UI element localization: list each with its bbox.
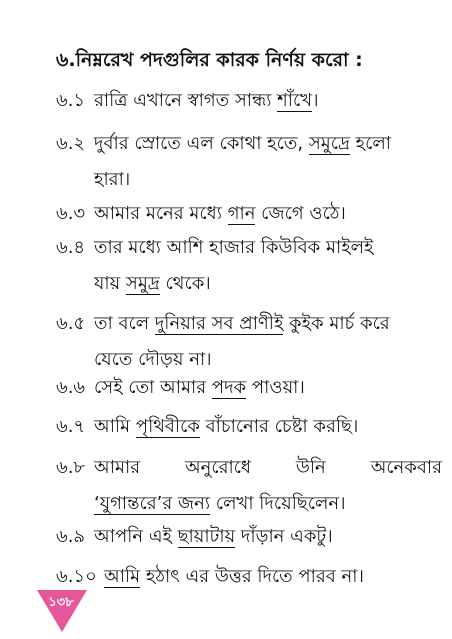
exercise-item — [56, 559, 442, 595]
item-text: রাত্রি এখানে স্বাগত সান্ধ্য — [94, 90, 278, 111]
item-number: ৬.৭ — [56, 416, 86, 437]
item-number: ৬.৫ — [56, 313, 86, 334]
item-text: সেই তো আমার — [94, 377, 212, 398]
item-text: আপনি এই — [94, 526, 178, 547]
item-number: ৬.১০ — [56, 566, 97, 587]
item-text: হলো — [349, 133, 391, 154]
underlined-word: সমুদ্র — [125, 273, 160, 294]
item-text: থেকে। — [159, 273, 211, 294]
item-text: কুইক মার্চ করে — [283, 313, 390, 334]
item-text: দাঁড়ান একটু। — [235, 526, 333, 547]
exercise-item — [56, 519, 442, 555]
underlined-word: ছায়াটায় — [177, 526, 236, 547]
exercise-item — [56, 306, 442, 378]
underlined-word: পদক — [211, 377, 247, 398]
item-text: হঠাৎ এর উত্তর দিতে পারব না। — [140, 566, 364, 587]
item-number: ৬.৪ — [56, 237, 86, 258]
item-word: উনি — [295, 457, 326, 478]
underlined-word: সমুদ্রে — [308, 133, 350, 154]
page-number: ১৩৮ — [48, 595, 74, 610]
underlined-word: শাঁখে — [277, 90, 313, 111]
item-number: ৬.৩ — [56, 203, 86, 224]
item-text: দুর্বার স্রোতে এল কোথা হতে, — [94, 133, 309, 154]
item-number: ৬.৯ — [56, 526, 86, 547]
underlined-word: দুনিয়ার সব প্রাণীই — [154, 313, 284, 334]
exercise-item — [56, 83, 442, 119]
item-text: লেখা দিয়েছিলেন। — [210, 493, 346, 514]
item-word: অনুরোধে — [185, 457, 252, 478]
underlined-word: গান — [227, 203, 256, 224]
item-word: আমার — [94, 457, 141, 478]
item-continuation: যেতে দৌড়য় না। — [94, 349, 212, 370]
item-number: ৬.১ — [56, 90, 86, 111]
item-text: আমি — [94, 416, 136, 437]
exercise-item — [56, 370, 442, 406]
item-continuation: হারা। — [94, 169, 131, 190]
item-number: ৬.২ — [56, 133, 86, 154]
exercise-item — [56, 196, 442, 232]
item-text: । — [312, 90, 319, 111]
underlined-word: পৃথিবীকে — [135, 416, 200, 437]
underlined-word: আমি — [104, 566, 141, 587]
exercise-item — [56, 409, 442, 445]
item-word: অনেকবার — [370, 457, 442, 478]
item-text: আমার মনের মধ্যে — [94, 203, 228, 224]
item-text: পাওয়া। — [246, 377, 305, 398]
underlined-word: ‘যুগান্তরে’র জন্য — [94, 493, 211, 514]
item-text: বাঁচানোর চেষ্টা করছি। — [199, 416, 359, 437]
item-text: তার মধ্যে আশি হাজার কিউবিক মাইলই — [94, 237, 374, 258]
item-text: তা বলে — [94, 313, 155, 334]
exercise-item — [56, 230, 442, 302]
exercise-item — [56, 126, 442, 198]
exercise-heading: ৬.নিম্নরেখ পদগুলির কারক নির্ণয় করো : — [56, 49, 363, 71]
item-number: ৬.৮ — [56, 457, 86, 478]
item-text: জেগে ওঠে। — [255, 203, 346, 224]
item-number: ৬.৬ — [56, 377, 86, 398]
item-text: যায় — [94, 273, 126, 294]
exercise-item — [56, 450, 442, 522]
